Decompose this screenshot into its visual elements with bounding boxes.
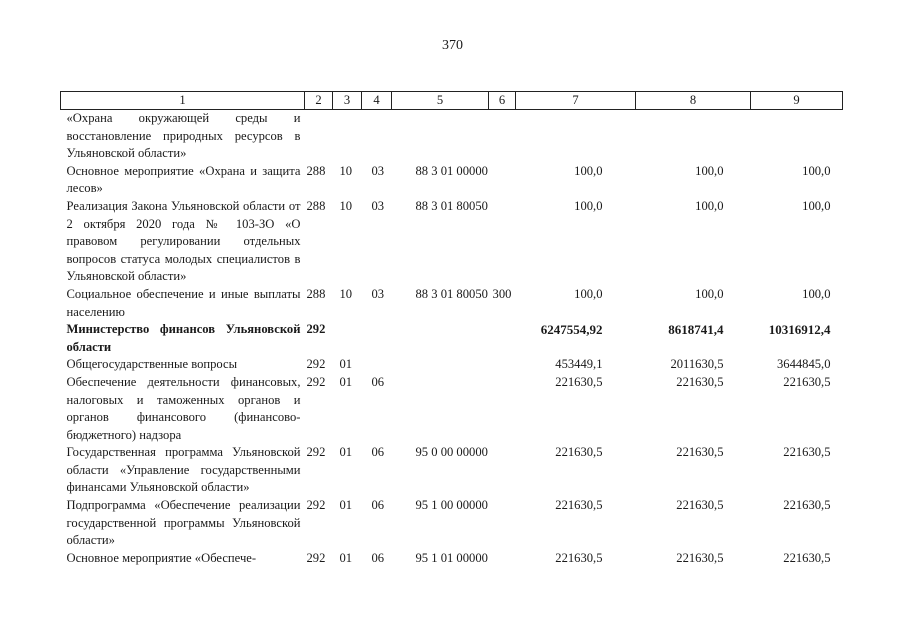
row-name: «Охрана окружающей среды и восстановление природных ресурсов в Ульяновской области» [66, 111, 301, 161]
header-cell: 4 [362, 92, 392, 110]
code-target-article: 88 3 01 00000 [415, 163, 488, 178]
amount-col7: 100,0 [574, 286, 603, 301]
amount-col9: 100,0 [802, 163, 831, 178]
row-name: Основное мероприятие «Охрана и защита лесов» [66, 163, 301, 196]
code-ministry: 292 [306, 322, 326, 337]
row-name: Подпрограмма «Обеспечение реализации государственной программы Ульяновской области» [66, 498, 301, 548]
header-row [61, 92, 843, 110]
code-target-article [392, 374, 489, 444]
amount-col8: 100,0 [695, 286, 724, 301]
code-subsection: 06 [371, 550, 385, 565]
code-section: 10 [339, 198, 353, 213]
header-cell: 6 [489, 92, 516, 110]
table-row [61, 550, 843, 568]
amount-col7 [516, 110, 636, 163]
table-row [61, 374, 843, 444]
code-ministry: 288 [306, 286, 326, 301]
code-target-article: 95 0 00 00000 [415, 445, 488, 460]
amount-col8: 2011630,5 [670, 357, 724, 372]
code-expense-type [489, 356, 516, 374]
code-subsection: 03 [371, 163, 385, 178]
header-cell: 3 [333, 92, 362, 110]
table-row [61, 497, 843, 550]
code-section [333, 321, 362, 356]
code-ministry: 288 [306, 163, 326, 178]
amount-col7: 453449,1 [555, 357, 603, 372]
code-subsection: 06 [371, 374, 385, 389]
code-target-article: 88 3 01 80050 [415, 198, 488, 213]
table-row [61, 286, 843, 321]
row-name: Реализация Закона Ульяновской области от 2 октября 2020 года № 103-ЗО «О правовом регулировании отдельных вопросов статуса молодых специалистов в Ульяновской области» [66, 198, 301, 284]
table-row [61, 198, 843, 286]
amount-col7: 221630,5 [555, 498, 603, 513]
amount-col8: 100,0 [695, 198, 724, 213]
code-target-article [392, 321, 489, 356]
budget-table [60, 91, 843, 567]
row-name: Социальное обеспечение и иные выплаты населению [66, 286, 301, 319]
code-target-article: 88 3 01 80050 [415, 286, 488, 301]
amount-col9 [751, 110, 843, 163]
code-section: 10 [339, 163, 353, 178]
code-section: 10 [339, 286, 353, 301]
amount-col9: 221630,5 [783, 550, 831, 565]
amount-col8: 221630,5 [676, 374, 724, 389]
table-row [61, 321, 843, 356]
code-section: 01 [339, 498, 353, 513]
header-cell: 2 [305, 92, 333, 110]
amount-col7: 221630,5 [555, 374, 603, 389]
code-expense-type [489, 321, 516, 356]
page-number: 370 [442, 38, 463, 53]
amount-col9: 3644845,0 [776, 357, 831, 372]
code-section [333, 110, 362, 163]
code-expense-type [489, 163, 516, 198]
code-expense-type [489, 444, 516, 497]
amount-col9: 10316912,4 [768, 322, 831, 338]
code-section: 01 [339, 374, 353, 389]
row-name: Обеспечение деятельности финансовых, налоговых и таможенных органов и органов финансового (финансово-бюджетного) надзора [66, 374, 301, 442]
amount-col7: 6247554,92 [540, 322, 603, 338]
amount-col9: 100,0 [802, 198, 831, 213]
table-row [61, 444, 843, 497]
table-row [61, 110, 843, 163]
code-expense-type [489, 110, 516, 163]
code-target-article [392, 110, 489, 163]
amount-col7: 221630,5 [555, 550, 603, 565]
amount-col8: 100,0 [695, 163, 724, 178]
code-ministry: 292 [306, 374, 326, 389]
code-expense-type: 300 [492, 286, 512, 301]
header-cell: 7 [516, 92, 636, 110]
row-name: Общегосударственные вопросы [66, 357, 238, 372]
table-row [61, 356, 843, 374]
code-subsection [362, 321, 392, 356]
code-ministry: 292 [306, 550, 326, 565]
header-cell: 9 [751, 92, 843, 110]
amount-col7: 100,0 [574, 198, 603, 213]
header-cell: 5 [392, 92, 489, 110]
code-subsection: 06 [371, 445, 385, 460]
code-section: 01 [339, 550, 353, 565]
code-ministry: 288 [306, 198, 326, 213]
code-ministry: 292 [306, 445, 326, 460]
code-subsection: 06 [371, 498, 385, 513]
code-expense-type [489, 374, 516, 444]
code-section: 01 [339, 445, 353, 460]
code-subsection [362, 110, 392, 163]
row-name: Министерство финансов Ульяновской области [66, 322, 301, 354]
amount-col8 [636, 110, 751, 163]
row-name: Основное мероприятие «Обеспече- [66, 550, 257, 565]
table-row [61, 163, 843, 198]
header-cell: 1 [61, 92, 305, 110]
amount-col8: 221630,5 [676, 550, 724, 565]
amount-col7: 100,0 [574, 163, 603, 178]
amount-col9: 221630,5 [783, 498, 831, 513]
amount-col9: 100,0 [802, 286, 831, 301]
header-cell: 8 [636, 92, 751, 110]
amount-col8: 221630,5 [676, 498, 724, 513]
code-section: 01 [339, 357, 353, 372]
amount-col9: 221630,5 [783, 445, 831, 460]
code-subsection [362, 356, 392, 374]
code-expense-type [489, 497, 516, 550]
code-ministry: 292 [306, 357, 326, 372]
code-ministry: 292 [306, 498, 326, 513]
code-expense-type [489, 550, 516, 568]
code-expense-type [489, 198, 516, 286]
row-name: Государственная программа Ульяновской области «Управление государственными финансами Ульяновской области» [66, 445, 301, 495]
amount-col9: 221630,5 [783, 374, 831, 389]
code-target-article: 95 1 01 00000 [415, 550, 488, 565]
amount-col8: 221630,5 [676, 445, 724, 460]
amount-col8: 8618741,4 [668, 322, 724, 338]
code-subsection: 03 [371, 286, 385, 301]
code-subsection: 03 [371, 198, 385, 213]
amount-col7: 221630,5 [555, 445, 603, 460]
code-ministry [305, 110, 333, 163]
code-target-article: 95 1 00 00000 [415, 498, 488, 513]
code-target-article [392, 356, 489, 374]
